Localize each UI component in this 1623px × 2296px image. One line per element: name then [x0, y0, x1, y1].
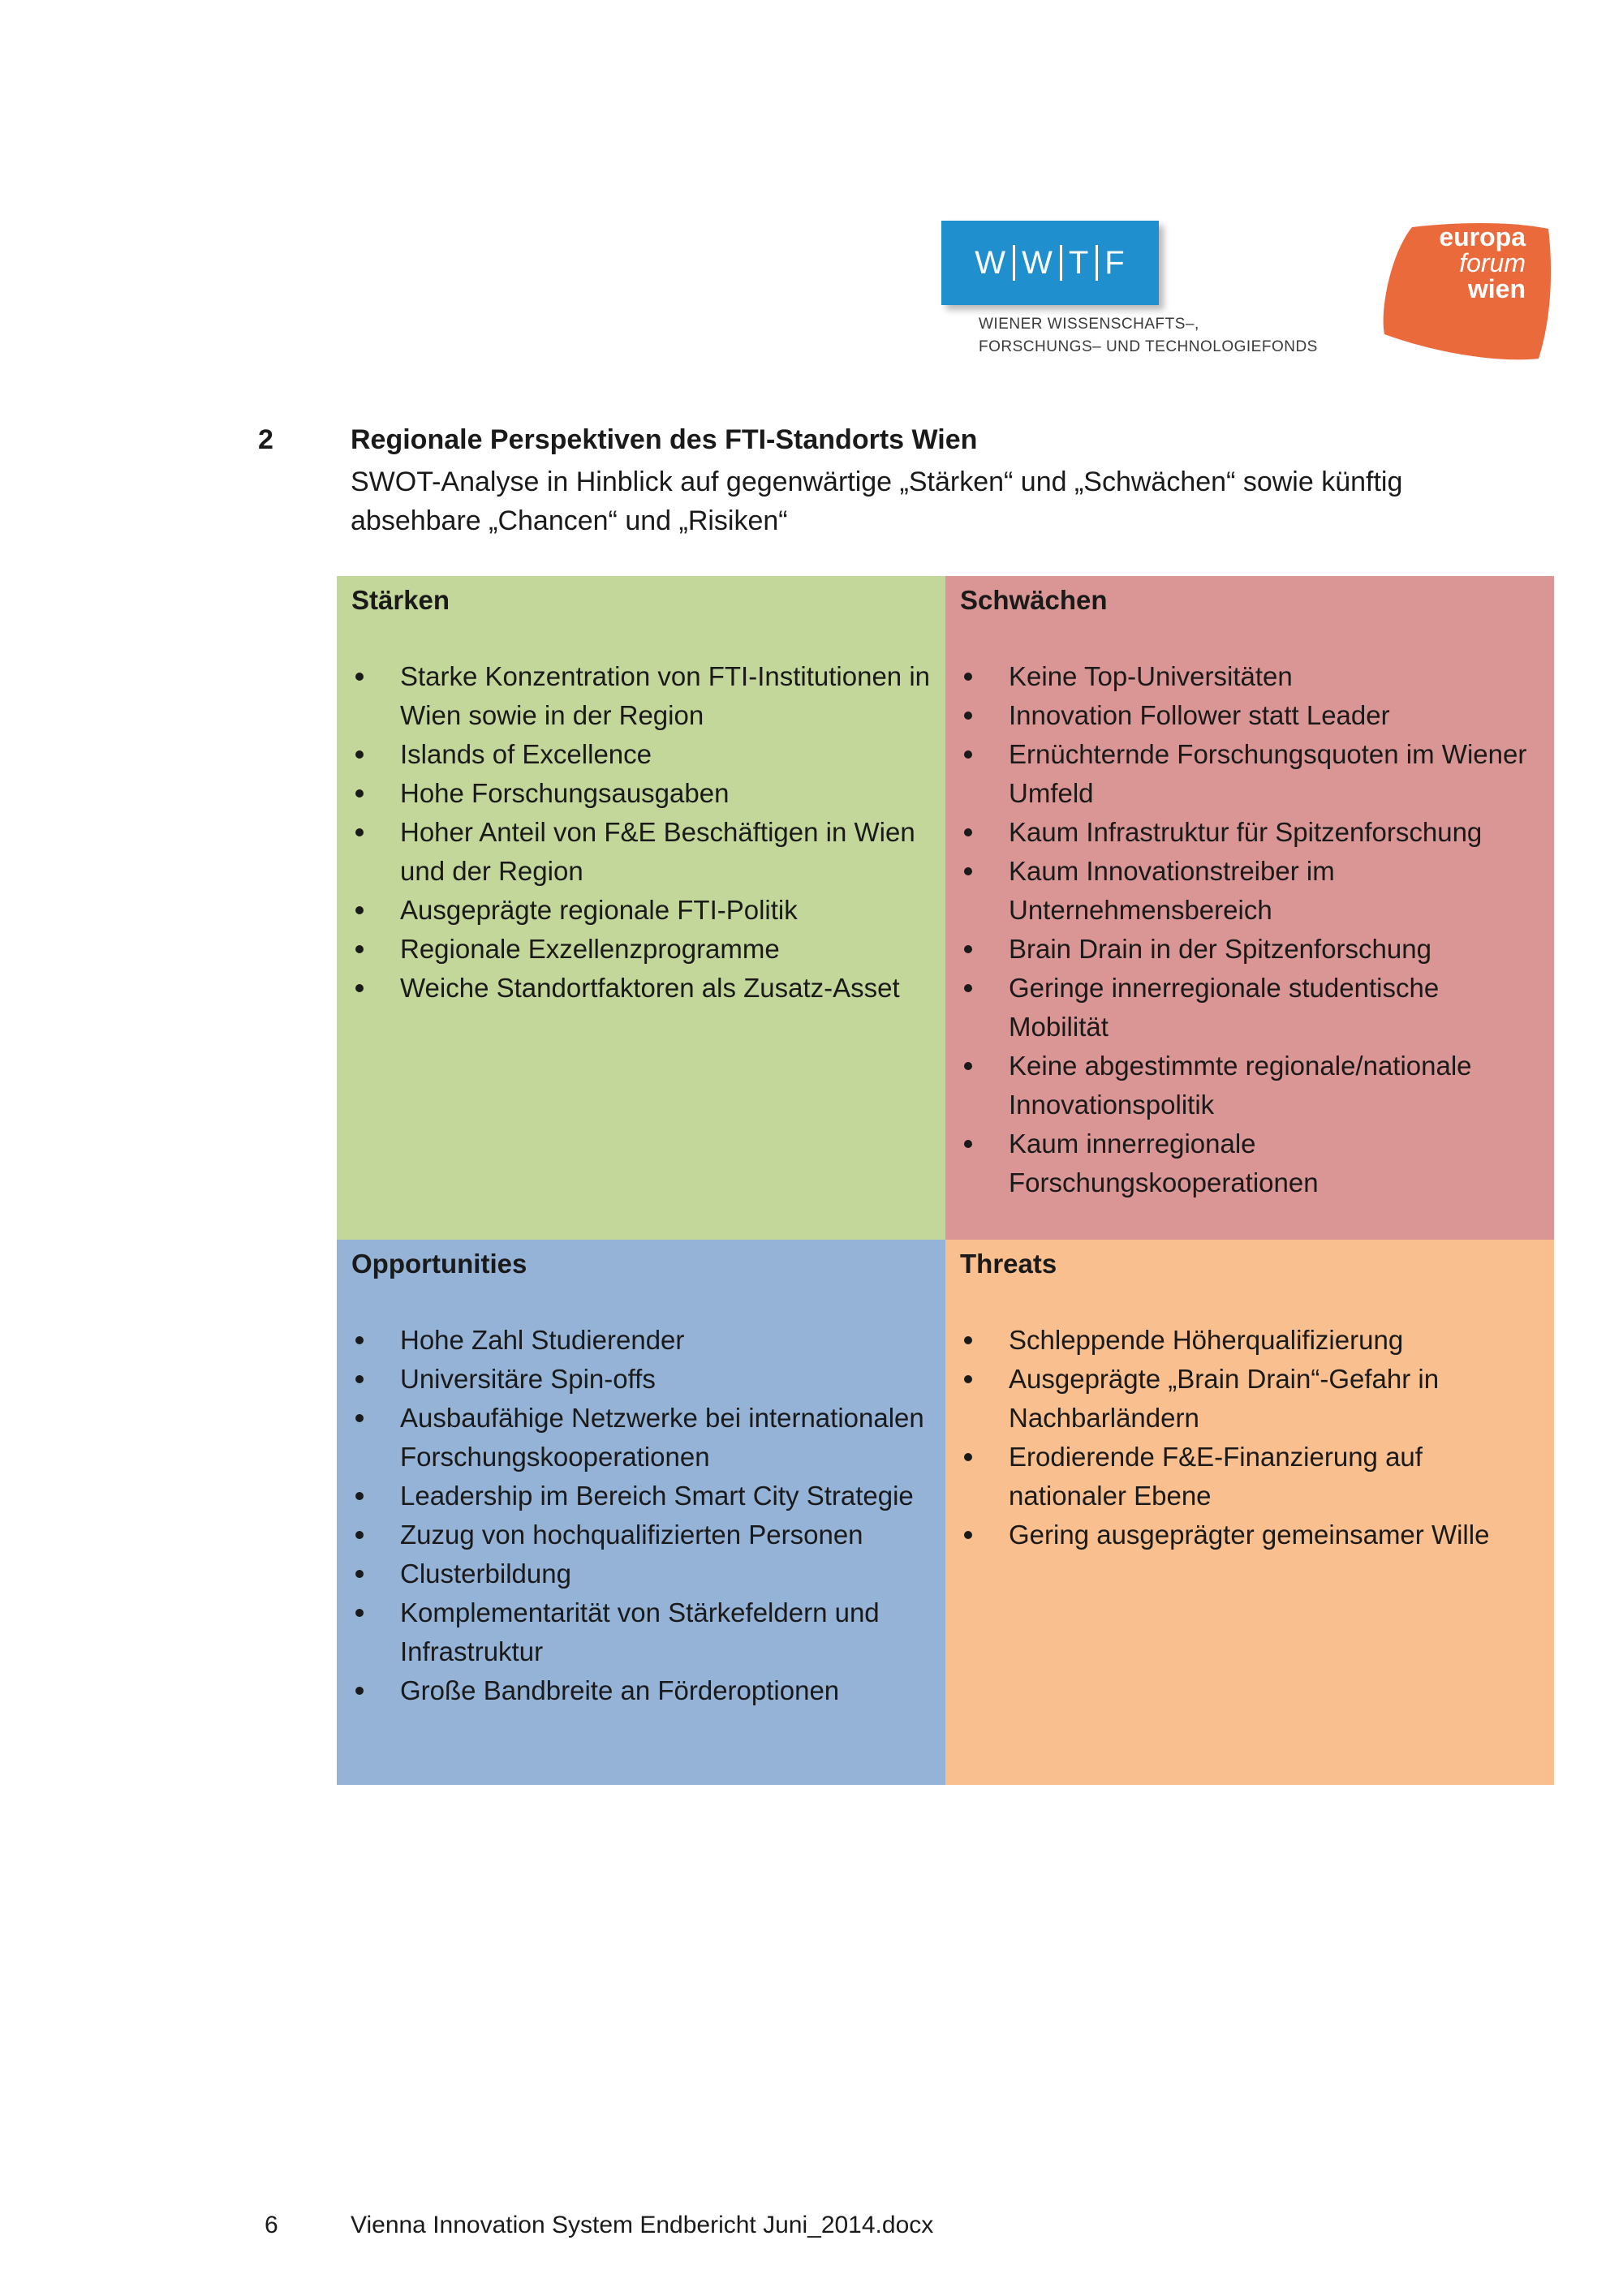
wwtf-letter: W: [1022, 244, 1053, 281]
swot-table: [337, 576, 1554, 1785]
list-item: Islands of Excellence: [351, 735, 931, 774]
wwtf-separator: [1096, 245, 1098, 281]
list-item: Universitäre Spin-offs: [351, 1360, 931, 1399]
wwtf-separator: [1060, 245, 1062, 281]
wwtf-caption-line-1: WIENER WISSENSCHAFTS–,: [979, 316, 1199, 333]
list-item: Erodierende F&E-Finanzierung auf nationaler Ebene: [960, 1438, 1539, 1516]
quadrant-title: Threats: [960, 1249, 1057, 1279]
wwtf-letter: F: [1104, 244, 1126, 281]
section-number: 2: [258, 424, 273, 455]
list-item: Clusterbildung: [351, 1554, 931, 1593]
wwtf-letter: T: [1068, 244, 1090, 281]
list-item: Ausgeprägte „Brain Drain“-Gefahr in Nachbarländern: [960, 1360, 1539, 1438]
list-item: Starke Konzentration von FTI-Institutionen in Wien sowie in der Region: [351, 657, 931, 735]
wwtf-letter: W: [975, 244, 1007, 281]
section-title: Regionale Perspektiven des FTI-Standorts Wien: [351, 424, 978, 455]
list-item: Kaum Infrastruktur für Spitzenforschung: [960, 813, 1539, 852]
quadrant-title: Stärken: [351, 585, 450, 615]
list-item: Kaum innerregionale Forschungskooperationen: [960, 1124, 1539, 1202]
list-item: Ausgeprägte regionale FTI-Politik: [351, 891, 931, 930]
quadrant-title: Opportunities: [351, 1249, 527, 1279]
europaforum-logo: [1380, 224, 1526, 302]
list-item: Innovation Follower statt Leader: [960, 696, 1539, 735]
swot-opportunities-quadrant: [337, 1240, 945, 1785]
list-item: Weiche Standortfaktoren als Zusatz-Asset: [351, 969, 931, 1008]
list-item: Gering ausgeprägter gemeinsamer Wille: [960, 1516, 1539, 1554]
list-item: Große Bandbreite an Förderoptionen: [351, 1671, 931, 1710]
list-item: Geringe innerregionale studentische Mobilität: [960, 969, 1539, 1047]
strengths-list: [351, 657, 931, 1008]
europaforum-logo-line-2: forum: [1459, 248, 1526, 277]
list-item: Ausbaufähige Netzwerke bei internationalen Forschungskooperationen: [351, 1399, 931, 1477]
weaknesses-list: [960, 657, 1539, 1202]
list-item: Ernüchternde Forschungsquoten im Wiener Umfeld: [960, 735, 1539, 813]
swot-threats-quadrant: [945, 1240, 1554, 1785]
list-item: Leadership im Bereich Smart City Strategie: [351, 1477, 931, 1516]
list-item: Hoher Anteil von F&E Beschäftigen in Wien und der Region: [351, 813, 931, 891]
europaforum-logo-line-3: wien: [1467, 274, 1526, 303]
swot-strengths-quadrant: [337, 576, 945, 1240]
list-item: Zuzug von hochqualifizierten Personen: [351, 1516, 931, 1554]
list-item: Keine abgestimmte regionale/nationale Innovationspolitik: [960, 1047, 1539, 1124]
opportunities-list: [351, 1321, 931, 1710]
list-item: Hohe Zahl Studierender: [351, 1321, 931, 1360]
wwtf-caption-line-2: FORSCHUNGS– UND TECHNOLOGIEFONDS: [979, 338, 1318, 355]
list-item: Keine Top-Universitäten: [960, 657, 1539, 696]
list-item: Hohe Forschungsausgaben: [351, 774, 931, 813]
list-item: Regionale Exzellenzprogramme: [351, 930, 931, 969]
wwtf-logo-caption: [979, 313, 1318, 359]
swot-weaknesses-quadrant: [945, 576, 1554, 1240]
section-subtitle: SWOT-Analyse in Hinblick auf gegenwärtige „Stärken“ und „Schwächen“ sowie künftig absehbare „Chancen“ und „Risiken“: [351, 467, 1403, 536]
wwtf-logo: [941, 221, 1159, 305]
page-number: 6: [265, 2212, 278, 2238]
quadrant-title: Schwächen: [960, 585, 1108, 615]
wwtf-separator: [1013, 245, 1015, 281]
footer-document-name: Vienna Innovation System Endbericht Juni_2014.docx: [351, 2212, 934, 2238]
list-item: Komplementarität von Stärkefeldern und Infrastruktur: [351, 1593, 931, 1671]
list-item: Brain Drain in der Spitzenforschung: [960, 930, 1539, 969]
wwtf-logo-letters: [971, 245, 1128, 282]
list-item: Schleppende Höherqualifizierung: [960, 1321, 1539, 1360]
list-item: Kaum Innovationstreiber im Unternehmensbereich: [960, 852, 1539, 930]
europaforum-logo-line-1: europa: [1439, 222, 1526, 252]
threats-list: [960, 1321, 1539, 1554]
